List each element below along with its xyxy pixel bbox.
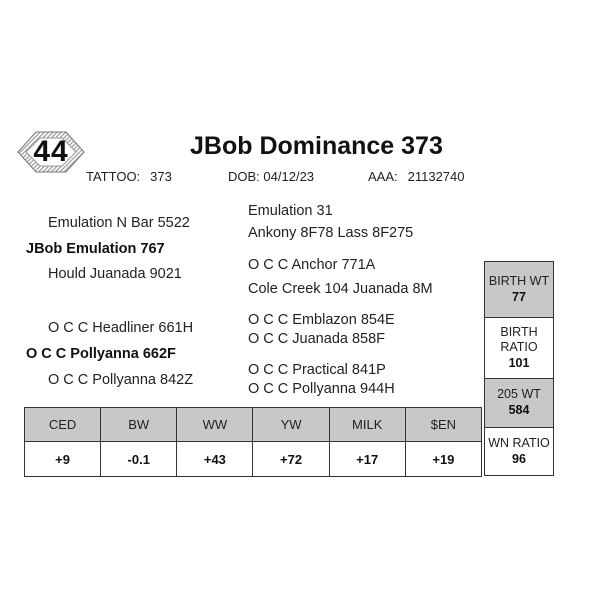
sire-sire: Emulation N Bar 5522 bbox=[48, 215, 190, 231]
wn-ratio-cell bbox=[485, 428, 553, 475]
tattoo-field bbox=[86, 169, 172, 184]
epd-value-ced: +9 bbox=[25, 442, 101, 477]
epd-value-yw: +72 bbox=[253, 442, 329, 477]
birth-ratio-label-1: BIRTH bbox=[500, 324, 538, 339]
sire-dam-dam: Cole Creek 104 Juanada 8M bbox=[248, 281, 433, 297]
animal-name: JBob Dominance 373 bbox=[190, 132, 443, 160]
aaa-value: 21132740 bbox=[407, 169, 465, 184]
lot-number: 44 bbox=[33, 135, 69, 168]
dob-label: DOB: bbox=[228, 169, 260, 184]
birth-ratio-value: 101 bbox=[508, 355, 530, 370]
dam-dam: O C C Pollyanna 842Z bbox=[48, 372, 194, 388]
dam: O C C Pollyanna 662F bbox=[26, 346, 176, 362]
epd-value-milk: +17 bbox=[329, 442, 405, 477]
dam-sire-dam: O C C Juanada 858F bbox=[248, 331, 386, 347]
wt205-cell bbox=[485, 379, 553, 428]
wt205-value: 584 bbox=[508, 403, 530, 417]
wn-ratio-value: 96 bbox=[512, 451, 526, 466]
sire-sire-sire: Emulation 31 bbox=[248, 203, 333, 219]
epd-header-bw: BW bbox=[101, 408, 177, 442]
aaa-label: AAA: bbox=[368, 169, 398, 184]
ratio-panel bbox=[484, 261, 554, 476]
wt205-label: 205 WT bbox=[497, 387, 541, 402]
epd-header-ww: WW bbox=[177, 408, 253, 442]
epd-header-row bbox=[25, 408, 482, 442]
epd-header-yw: YW bbox=[253, 408, 329, 442]
sire-sire-dam: Ankony 8F78 Lass 8F275 bbox=[248, 225, 414, 241]
epd-value-ww: +43 bbox=[177, 442, 253, 477]
sire: JBob Emulation 767 bbox=[26, 241, 165, 257]
birth-ratio-cell bbox=[485, 318, 553, 379]
sire-dam-sire: O C C Anchor 771A bbox=[248, 257, 376, 273]
dam-sire: O C C Headliner 661H bbox=[48, 320, 194, 336]
aaa-field bbox=[368, 169, 465, 184]
dob-value: 04/12/23 bbox=[263, 169, 315, 184]
tattoo-label: TATTOO: bbox=[86, 169, 141, 184]
epd-header-milk: MILK bbox=[329, 408, 405, 442]
wn-ratio-label: WN RATIO bbox=[488, 435, 550, 450]
epd-header-ced: CED bbox=[25, 408, 101, 442]
birth-ratio-label-2: RATIO bbox=[500, 340, 538, 355]
dam-dam-sire: O C C Practical 841P bbox=[248, 362, 386, 378]
epd-header-en: $EN bbox=[405, 408, 481, 442]
sire-dam: Hould Juanada 9021 bbox=[48, 266, 182, 282]
dam-sire-sire: O C C Emblazon 854E bbox=[248, 312, 395, 328]
epd-value-bw: -0.1 bbox=[101, 442, 177, 477]
tattoo-value: 373 bbox=[150, 169, 172, 184]
lot-badge bbox=[16, 130, 86, 174]
epd-value-row bbox=[25, 442, 482, 477]
birth-wt-label: BIRTH WT bbox=[488, 273, 550, 288]
birth-wt-value: 77 bbox=[512, 289, 526, 304]
birth-wt-cell bbox=[485, 262, 553, 318]
dob-field bbox=[228, 169, 314, 184]
epd-table bbox=[24, 407, 482, 477]
epd-value-en: +19 bbox=[405, 442, 481, 477]
dam-dam-dam: O C C Pollyanna 944H bbox=[248, 381, 395, 397]
